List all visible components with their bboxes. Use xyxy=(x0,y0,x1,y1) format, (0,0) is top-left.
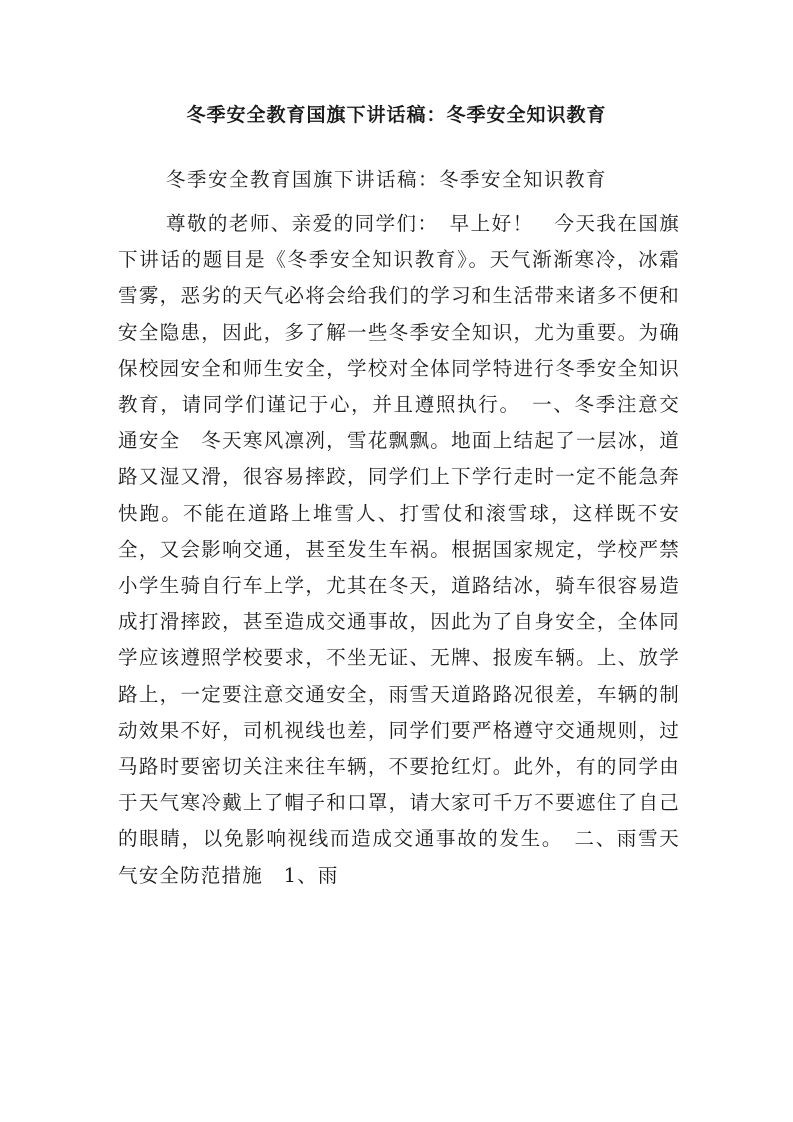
document-title: 冬季安全教育国旗下讲话稿：冬季安全知识教育 xyxy=(186,104,607,126)
document-subtitle: 冬季安全教育国旗下讲话稿：冬季安全知识教育 xyxy=(166,168,608,191)
document-body: 尊敬的老师、亲爱的同学们： 早上好！ 今天我在国旗下讲话的题目是《冬季安全知识教育》。天气渐渐寒冷，冰霜雪雾，恶劣的天气必将会给我们的学习和生活带来诸多不便和安全隐患，因此，多了解一些冬季安全知识，尤为重要。为确保校园安全和师生安全，学校对全体同学特进行冬季安全知识教育，请同学们谨记于心，并且遵照执行。 一、冬季注意交通安全 冬天寒风凛冽，雪花飘飘。地面上结起了一层冰，道路又湿又滑，很容易摔跤，同学们上下学行走时一定不能急奔快跑。不能在道路上堆雪人、打雪仗和滚雪球，这样既不安全，又会影响交通，甚至发生车祸。根据国家规定，学校严禁小学生骑自行车上学，尤其在冬天，道路结冰，骑车很容易造成打滑摔跤，甚至造成交通事故，因此为了自身安全，全体同学应该遵照学校要求，不坐无证、无牌、报废车辆。上、放学路上，一定要注意交通安全，雨雪天道路路况很差，车辆的制动效果不好，司机视线也差，同学们要严格遵守交通规则，过马路时要密切关注来往车辆，不要抢红灯。此外，有的同学由于天气寒冷戴上了帽子和口罩，请大家可千万不要遮住了自己的眼睛，以免影响视线而造成交通事故的发生。 二、雨雪天气安全防范措施 1、雨 xyxy=(118,212,680,887)
